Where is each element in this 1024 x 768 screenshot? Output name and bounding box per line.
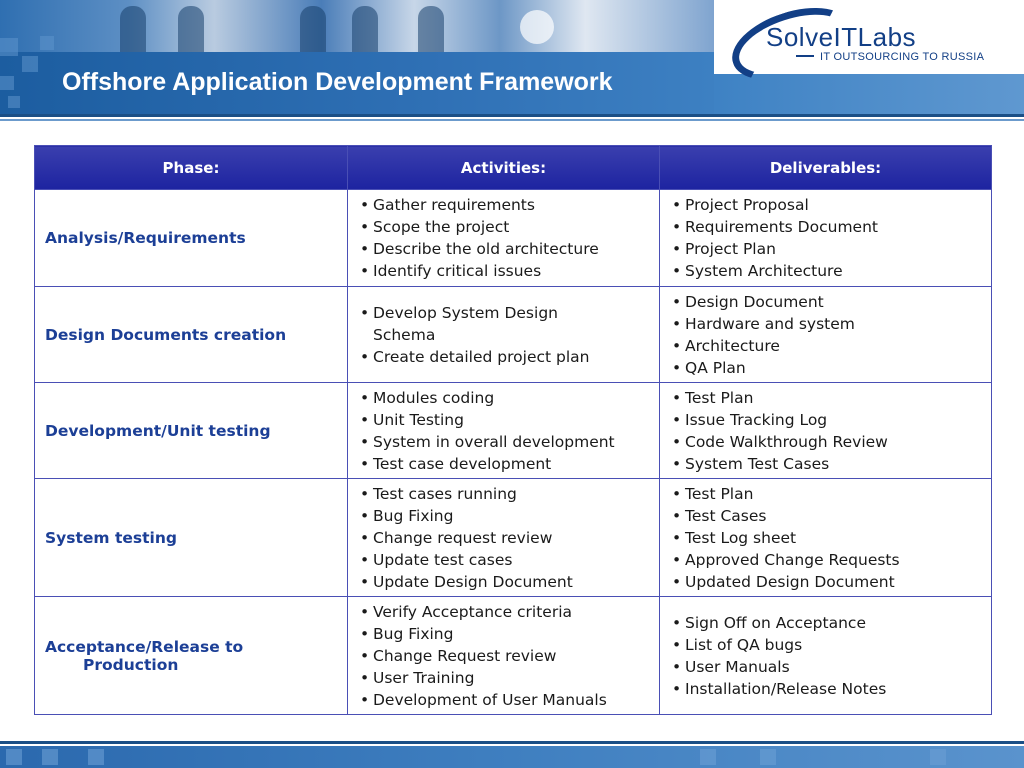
table-row (35, 597, 992, 715)
list-item: • Unit Testing (358, 409, 653, 431)
photo-person-silhouette (300, 6, 326, 52)
list-item: • Develop System Design Schema (358, 302, 653, 346)
table-row (35, 190, 992, 287)
header-deliverables: Deliverables: (660, 146, 992, 190)
list-item: • Updated Design Document (670, 571, 985, 593)
list-item: • Bug Fixing (358, 505, 653, 527)
list-item: • Code Walkthrough Review (670, 431, 985, 453)
phase-cell: Analysis/Requirements (35, 190, 348, 287)
decor-square (0, 76, 14, 90)
deliverables-cell (660, 190, 992, 287)
deliverables-cell (660, 597, 992, 715)
list-item: • Test Log sheet (670, 527, 985, 549)
activities-cell (348, 597, 660, 715)
phase-line-1: Acceptance/Release to (45, 637, 244, 656)
list-item: • Create detailed project plan (358, 346, 653, 368)
list-item: • System in overall development (358, 431, 653, 453)
list-item: • Test cases running (358, 483, 653, 505)
table-row (35, 479, 992, 597)
list-item: • Project Plan (670, 238, 985, 260)
deliverables-cell (660, 287, 992, 383)
decor-square (6, 749, 22, 765)
header-divider (0, 114, 1024, 117)
activities-list (358, 194, 653, 282)
photo-person-silhouette (352, 6, 378, 52)
page-title: Offshore Application Development Framework (62, 68, 613, 96)
list-item: • Requirements Document (670, 216, 985, 238)
photo-person-silhouette (418, 6, 444, 52)
footer-band (0, 746, 1024, 768)
list-item: • Identify critical issues (358, 260, 653, 282)
list-item: • System Architecture (670, 260, 985, 282)
photo-person-silhouette (178, 6, 204, 52)
activities-list (358, 483, 653, 593)
decor-square (40, 36, 54, 50)
footer-divider (0, 741, 1024, 744)
activities-cell (348, 190, 660, 287)
framework-table (34, 145, 992, 715)
list-item: • Test Plan (670, 387, 985, 409)
header-phase: Phase: (35, 146, 348, 190)
list-item: • Change Request review (358, 645, 653, 667)
list-item: • Development of User Manuals (358, 689, 653, 711)
deliverables-cell (660, 383, 992, 479)
list-item: • Verify Acceptance criteria (358, 601, 653, 623)
phase-line-2: Production (83, 655, 179, 674)
table-header-row (35, 146, 992, 190)
header-divider-light (0, 119, 1024, 121)
phase-cell: Development/Unit testing (35, 383, 348, 479)
activities-cell (348, 287, 660, 383)
phase-cell (35, 597, 348, 715)
photo-person-silhouette (120, 6, 146, 52)
phase-cell: Design Documents creation (35, 287, 348, 383)
activities-list (358, 387, 653, 475)
list-item: • Bug Fixing (358, 623, 653, 645)
list-item: • Installation/Release Notes (670, 678, 985, 700)
deliverables-list (670, 612, 985, 700)
list-item: • Update test cases (358, 549, 653, 571)
list-item: • Design Document (670, 291, 985, 313)
list-item: • System Test Cases (670, 453, 985, 475)
list-item: • Sign Off on Acceptance (670, 612, 985, 634)
clock-icon (520, 10, 554, 44)
list-item: • Scope the project (358, 216, 653, 238)
list-item: • Hardware and system (670, 313, 985, 335)
decor-square (0, 38, 18, 56)
header-activities: Activities: (348, 146, 660, 190)
decor-square (700, 749, 716, 765)
list-item: • List of QA bugs (670, 634, 985, 656)
list-item: • Describe the old architecture (358, 238, 653, 260)
header-photo-collage (0, 0, 714, 52)
list-item: • Issue Tracking Log (670, 409, 985, 431)
activities-cell (348, 383, 660, 479)
list-item: • Test Plan (670, 483, 985, 505)
table-row (35, 383, 992, 479)
list-item: • User Training (358, 667, 653, 689)
list-item: • Test case development (358, 453, 653, 475)
deliverables-list (670, 483, 985, 593)
decor-square (760, 749, 776, 765)
decor-square (42, 749, 58, 765)
list-item: • Project Proposal (670, 194, 985, 216)
deliverables-list (670, 291, 985, 379)
phase-cell: System testing (35, 479, 348, 597)
list-item: • Gather requirements (358, 194, 653, 216)
list-item: • Change request review (358, 527, 653, 549)
decor-square (22, 56, 38, 72)
list-item: • Test Cases (670, 505, 985, 527)
decor-square (930, 749, 946, 765)
list-item: • Approved Change Requests (670, 549, 985, 571)
table-row (35, 287, 992, 383)
decor-square (88, 749, 104, 765)
decor-square (8, 96, 20, 108)
deliverables-cell (660, 479, 992, 597)
header-blue-right (714, 74, 1024, 114)
list-item: • Update Design Document (358, 571, 653, 593)
logo-name: SolveITLabs (766, 22, 917, 52)
deliverables-list (670, 387, 985, 475)
list-item: • Architecture (670, 335, 985, 357)
deliverables-list (670, 194, 985, 282)
list-item: • User Manuals (670, 656, 985, 678)
activities-list (358, 302, 653, 368)
logo-tagline: IT OUTSOURCING TO RUSSIA (820, 51, 985, 63)
logo-arrow-icon (796, 55, 814, 57)
activities-list (358, 601, 653, 711)
list-item: • Modules coding (358, 387, 653, 409)
list-item: • QA Plan (670, 357, 985, 379)
activities-cell (348, 479, 660, 597)
